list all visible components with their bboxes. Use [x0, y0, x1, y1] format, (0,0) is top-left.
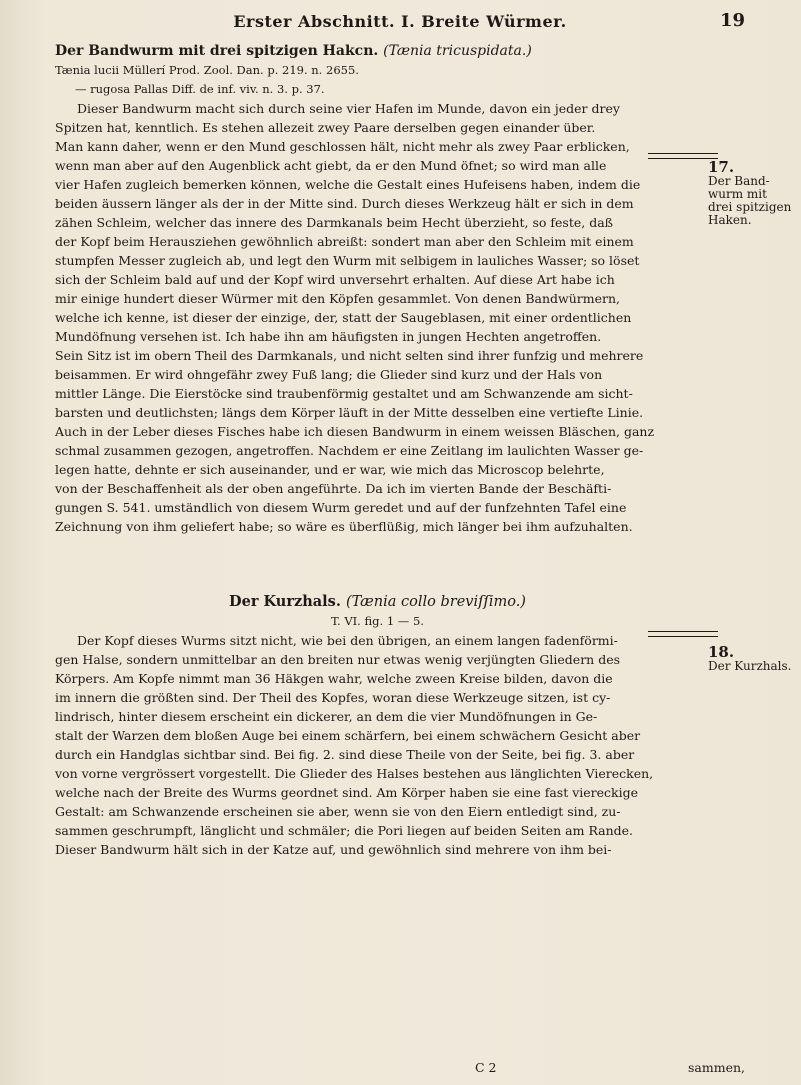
page-footer: [55, 1060, 745, 1080]
section-1-paragraph: [55, 99, 700, 536]
section-1-latin-name: (Tænia tricuspidata.): [383, 43, 532, 59]
text-line: welche ich kenne, ist dieser der einzige, der, statt der Saugeblasen, mit einer ordentlichen: [55, 310, 632, 325]
text-line: der Kopf beim Herausziehen gewöhnlich abreißt: sondert man aber den Schleim mit einem: [55, 234, 634, 249]
text-line: beiden äussern länger als der in der Mitte sind. Durch dieses Werkzeug hält er sich in dem: [55, 196, 634, 211]
text-line: Der Band-: [708, 174, 770, 188]
text-line: Der Kopf dieses Wurms sitzt nicht, wie bei den übrigen, an einem langen fadenförmi-: [77, 633, 618, 648]
margin-note-text: [708, 174, 792, 227]
text-line: stumpfen Messer zugleich ab, und legt den Wurm mit selbigem in lauliches Wasser; so löset: [55, 253, 640, 268]
text-line: lindrisch, hinter diesem erscheint ein dickerer, an dem die vier Mundöfnungen in Ge-: [55, 709, 598, 724]
text-line: gungen S. 541. umständlich von diesem Wurm geredet und auf der funfzehnten Tafel eine: [55, 500, 627, 515]
section-2: [55, 592, 700, 859]
text-line: Sein Sitz ist im obern Theil des Darmkanals, und nicht selten sind ihrer funfzig und mehrere: [55, 348, 644, 363]
running-title: Erster Abschnitt. I. Breite Würmer.: [233, 12, 567, 31]
text-line: gen Halse, sondern unmittelbar an den breiten nur etwas wenig verjüngten Gliedern des: [55, 652, 621, 667]
text-line: legen hatte, dehnte er sich auseinander, und er war, wie mich das Microscop belehrte,: [55, 462, 605, 477]
text-line: Dieser Bandwurm hält sich in der Katze auf, und gewöhnlich sind mehrere von ihm bei-: [55, 842, 612, 857]
text-line: Mundöfnung versehen ist. Ich habe ihn am häufigsten in jungen Hechten angetroffen.: [55, 329, 602, 344]
text-line: wurm mit: [708, 187, 767, 201]
section-2-paragraph: [55, 631, 700, 859]
text-line: im innern die größten sind. Der Theil des Kopfes, woran diese Werkzeuge sitzen, ist cy-: [55, 690, 611, 705]
text-line: sich der Schleim bald auf und der Kopf wird unversehrt erhalten. Auf diese Art habe ich: [55, 272, 615, 287]
margin-rule: [648, 631, 718, 637]
catchword: sammen,: [688, 1060, 745, 1075]
text-line: schmal zusammen gezogen, angetroffen. Nachdem er eine Zeitlang im laulichten Wasser ge-: [55, 443, 644, 458]
text-line: stalt der Warzen dem bloßen Auge bei einem schärfern, bei einem schwächern Gesicht aber: [55, 728, 641, 743]
margin-note-text: [708, 659, 792, 673]
text-line: barsten und deutlichsten; längs dem Körper läuft in der Mitte desselben eine vertiefte Linie.: [55, 405, 644, 420]
running-header: [55, 10, 745, 40]
text-line: Gestalt: am Schwanzende erscheinen sie aber, wenn sie von den Eiern entledigt sind, zu-: [55, 804, 621, 819]
text-line: beisammen. Er wird ohngefähr zwey Fuß lang; die Glieder sind kurz und der Hals von: [55, 367, 603, 382]
section-1-heading: [55, 42, 700, 61]
margin-note-18: [708, 643, 792, 673]
text-line: wenn man aber auf den Augenblick acht giebt, da er den Mund öfnet; so wird man alle: [55, 158, 607, 173]
text-line: Körpers. Am Kopfe nimmt man 36 Häkgen wahr, welche zween Kreise bilden, davon die: [55, 671, 613, 686]
text-line: Dieser Bandwurm macht sich durch seine vier Hafen im Munde, davon ein jeder drey: [77, 101, 620, 116]
section-2-latin-name: (Tænia collo breviſſimo.): [345, 594, 526, 610]
text-line: welche nach der Breite des Wurms geordnet sind. Am Körper haben sie eine fast viereckige: [55, 785, 639, 800]
text-line: Auch in der Leber dieses Fisches habe ich diesen Bandwurm in einem weissen Bläschen, ganz: [55, 424, 655, 439]
section-2-heading: [55, 592, 700, 612]
reference-line: — rugosa Pallas Diff. de inf. viv. n. 3. p. 37.: [75, 82, 325, 96]
text-line: Zeichnung von ihm geliefert habe; so wäre es überflüßig, mich länger bei ihm aufzuhalten.: [55, 519, 633, 534]
text-line: drei spitzigen: [708, 200, 792, 214]
signature-mark: C 2: [475, 1060, 497, 1075]
margin-number: 17.: [708, 158, 735, 176]
text-line: Der Kurzhals.: [708, 659, 792, 673]
section-1: [55, 42, 700, 536]
text-line: durch ein Handglas sichtbar sind. Bei fig. 2. sind diese Theile von der Seite, bei fig. 3. aber: [55, 747, 635, 762]
text-line: von vorne vergrössert vorgestellt. Die Glieder des Halses bestehen aus länglichten Vierecken,: [55, 766, 654, 781]
reference-line: Tænia lucii Müllerí Prod. Zool. Dan. p. 219. n. 2655.: [55, 63, 359, 77]
margin-number: 18.: [708, 643, 735, 661]
section-1-title: Der Bandwurm mit drei spitzigen Hakcn.: [55, 43, 379, 59]
text-line: mir einige hundert dieser Würmer mit den Köpfen gesammlet. Von denen Bandwürmern,: [55, 291, 621, 306]
text-line: mittler Länge. Die Eierstöcke sind traubenförmig gestaltet und am Schwanzende am sicht-: [55, 386, 633, 401]
page-number: 19: [719, 10, 745, 31]
text-line: Haken.: [708, 213, 752, 227]
text-line: vier Hafen zugleich bemerken können, welche die Gestalt eines Hufeisens haben, indem die: [55, 177, 641, 192]
text-line: Man kann daher, wenn er den Mund geschlossen hält, nicht mehr als zwey Paar erblicken,: [55, 139, 630, 154]
figure-reference: T. VI. fig. 1 — 5.: [331, 614, 424, 628]
margin-note-17: [708, 158, 792, 227]
text-line: sammen geschrumpft, länglicht und schmäler; die Pori liegen auf beiden Seiten am Rande.: [55, 823, 634, 838]
section-2-title: Der Kurzhals.: [229, 593, 341, 610]
text-line: Spitzen hat, kenntlich. Es stehen allezeit zwey Paare derselben gegen einander über.: [55, 120, 596, 135]
text-line: zähen Schleim, welcher das innere des Darmkanals beim Hecht überzieht, so feste, daß: [55, 215, 614, 230]
text-line: von der Beschaffenheit als der oben angeführte. Da ich im vierten Bande der Beschäfti-: [55, 481, 612, 496]
